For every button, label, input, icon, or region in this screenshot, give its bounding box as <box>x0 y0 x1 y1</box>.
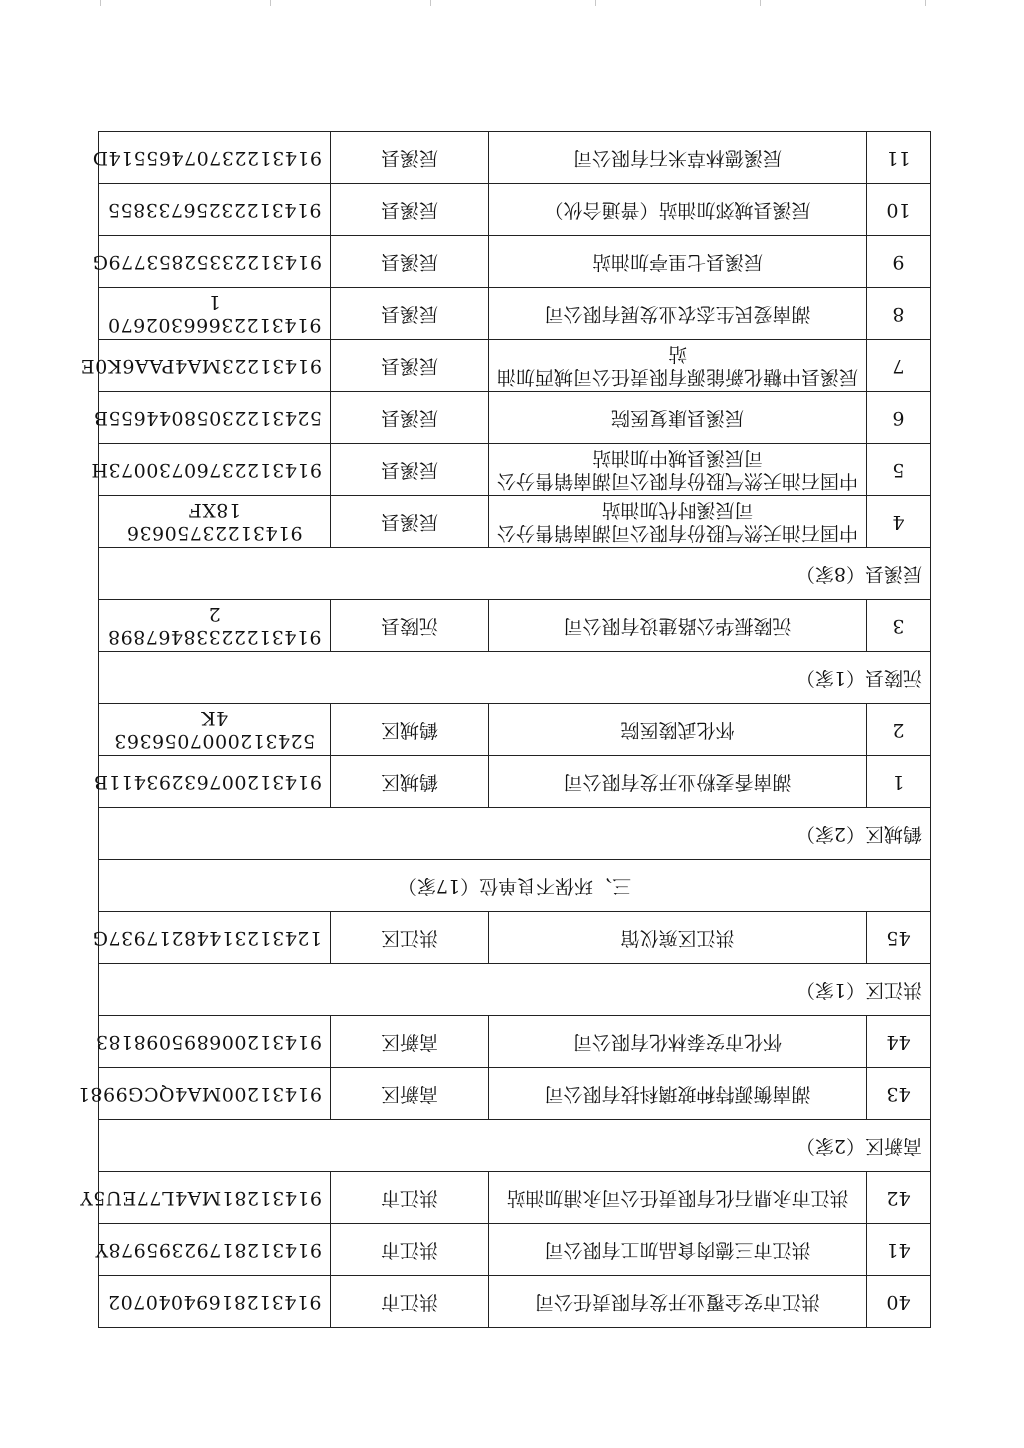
group-heading: 沅陵县（1家） <box>99 652 931 704</box>
section-heading-row <box>99 860 931 912</box>
row-number: 41 <box>867 1224 931 1276</box>
credit-code: 91431223256733855 <box>99 184 331 236</box>
row-number: 5 <box>867 444 931 496</box>
group-heading: 鹤城区（2家） <box>99 808 931 860</box>
row-number: 2 <box>867 704 931 756</box>
district: 高新区 <box>331 1016 489 1068</box>
table-row <box>99 236 931 288</box>
table-row <box>99 912 931 964</box>
company-name: 怀化市安泰林化有限公司 <box>489 1016 867 1068</box>
company-name-line: 中国石油天然气股份有限公司湖南销售分公 <box>496 522 858 545</box>
group-heading: 洪江区（1家） <box>99 964 931 1016</box>
group-heading-row <box>99 808 931 860</box>
row-number: 40 <box>867 1276 931 1328</box>
company-name: 洪江市安全覆业开发有限责任公司 <box>489 1276 867 1328</box>
group-heading-row <box>99 652 931 704</box>
district: 辰溪县 <box>331 132 489 184</box>
company-name-line: 司辰溪县城中加油站 <box>592 447 764 470</box>
district: 洪江市 <box>331 1224 489 1276</box>
credit-code: 91431222338467898 2 <box>99 600 331 652</box>
table-row <box>99 132 931 184</box>
district: 辰溪县 <box>331 444 489 496</box>
credit-code: 91431281792395978Y <box>99 1224 331 1276</box>
table-row <box>99 1016 931 1068</box>
credit-code: 5243120007056363 4K <box>99 704 331 756</box>
registry-table <box>77 131 931 1328</box>
credit-code: 91431223750636 18XF <box>99 496 331 548</box>
credit-code: 52431223058044655B <box>99 392 331 444</box>
district: 鹤城区 <box>331 704 489 756</box>
company-name: 湖南爱民生态农业发展有限公司 <box>489 288 867 340</box>
credit-code: 91431223352853779G <box>99 236 331 288</box>
group-heading-row <box>99 548 931 600</box>
district: 辰溪县 <box>331 288 489 340</box>
credit-code: 91431223MA4PAA6K0E <box>99 340 331 392</box>
credit-code: 12431231448217937G <box>99 912 331 964</box>
group-heading-row <box>99 964 931 1016</box>
table-row <box>99 288 931 340</box>
company-name: 湖南香麦粉业开发有限公司 <box>489 756 867 808</box>
credit-code: 91431223666302670 1 <box>99 288 331 340</box>
company-name: 辰溪县七里亭加油站 <box>489 236 867 288</box>
row-number: 44 <box>867 1016 931 1068</box>
row-number: 9 <box>867 236 931 288</box>
company-name: 怀化武陵医院 <box>489 704 867 756</box>
company-name: 湖南衡源特种玻璃科技有限公司 <box>489 1068 867 1120</box>
row-number: 3 <box>867 600 931 652</box>
district: 高新区 <box>331 1068 489 1120</box>
company-name: 洪江区殡仪馆 <box>489 912 867 964</box>
credit-code: 91431281694040702 <box>99 1276 331 1328</box>
credit-code: 91431281MA4L77EU5Y <box>99 1172 331 1224</box>
row-number: 42 <box>867 1172 931 1224</box>
section-heading: 三、环保不良单位（17家） <box>99 860 931 912</box>
company-name-line: 司辰溪时代加油站 <box>601 499 754 522</box>
row-number: 45 <box>867 912 931 964</box>
company-name-line: 辰溪县中糖化新能源有限责任公司城西加油 <box>496 366 858 389</box>
table-row <box>99 184 931 236</box>
company-name <box>489 496 867 548</box>
district: 鹤城区 <box>331 756 489 808</box>
district: 辰溪县 <box>331 236 489 288</box>
company-name-line: 站 <box>668 343 688 366</box>
company-name-line: 中国石油天然气股份有限公司湖南销售分公 <box>496 470 858 493</box>
table-row <box>99 392 931 444</box>
company-name <box>489 444 867 496</box>
company-name: 辰溪德林草米石有限公司 <box>489 132 867 184</box>
district: 辰溪县 <box>331 392 489 444</box>
district: 辰溪县 <box>331 496 489 548</box>
company-name: 洪江市三德肉食品加工有限公司 <box>489 1224 867 1276</box>
row-number: 8 <box>867 288 931 340</box>
district: 辰溪县 <box>331 184 489 236</box>
table-row <box>99 600 931 652</box>
row-number: 6 <box>867 392 931 444</box>
group-heading-row <box>99 1120 931 1172</box>
company-name: 沅陵振华公路建设有限公司 <box>489 600 867 652</box>
credit-code: 91431223760730073H <box>99 444 331 496</box>
row-number: 10 <box>867 184 931 236</box>
company-name: 洪江市永鼎石化有限责任公司永浦加油站 <box>489 1172 867 1224</box>
credit-code: 91431200763293411B <box>99 756 331 808</box>
district: 沅陵县 <box>331 600 489 652</box>
district: 洪江市 <box>331 1276 489 1328</box>
district: 洪江区 <box>331 912 489 964</box>
company-name: 辰溪县康复医院 <box>489 392 867 444</box>
group-heading: 高新区（2家） <box>99 1120 931 1172</box>
table-row <box>99 1276 931 1328</box>
row-number: 11 <box>867 132 931 184</box>
table-row <box>99 1172 931 1224</box>
row-number: 7 <box>867 340 931 392</box>
row-number: 1 <box>867 756 931 808</box>
credit-code: 914312006895098183 <box>99 1016 331 1068</box>
company-name <box>489 340 867 392</box>
district: 洪江市 <box>331 1172 489 1224</box>
table-row <box>99 1224 931 1276</box>
row-number: 43 <box>867 1068 931 1120</box>
row-number: 4 <box>867 496 931 548</box>
table-row <box>99 756 931 808</box>
registry-table-body <box>77 132 931 1328</box>
table-row <box>99 340 931 392</box>
group-heading: 辰溪县（8家） <box>99 548 931 600</box>
table-row <box>99 496 931 548</box>
company-name: 辰溪县城郊加油站（普通合伙） <box>489 184 867 236</box>
table-row <box>99 1068 931 1120</box>
table-row <box>99 444 931 496</box>
credit-code: 91431223707465514D <box>99 132 331 184</box>
credit-code: 91431200MA4QCG9981 <box>99 1068 331 1120</box>
district: 辰溪县 <box>331 340 489 392</box>
table-row <box>99 704 931 756</box>
